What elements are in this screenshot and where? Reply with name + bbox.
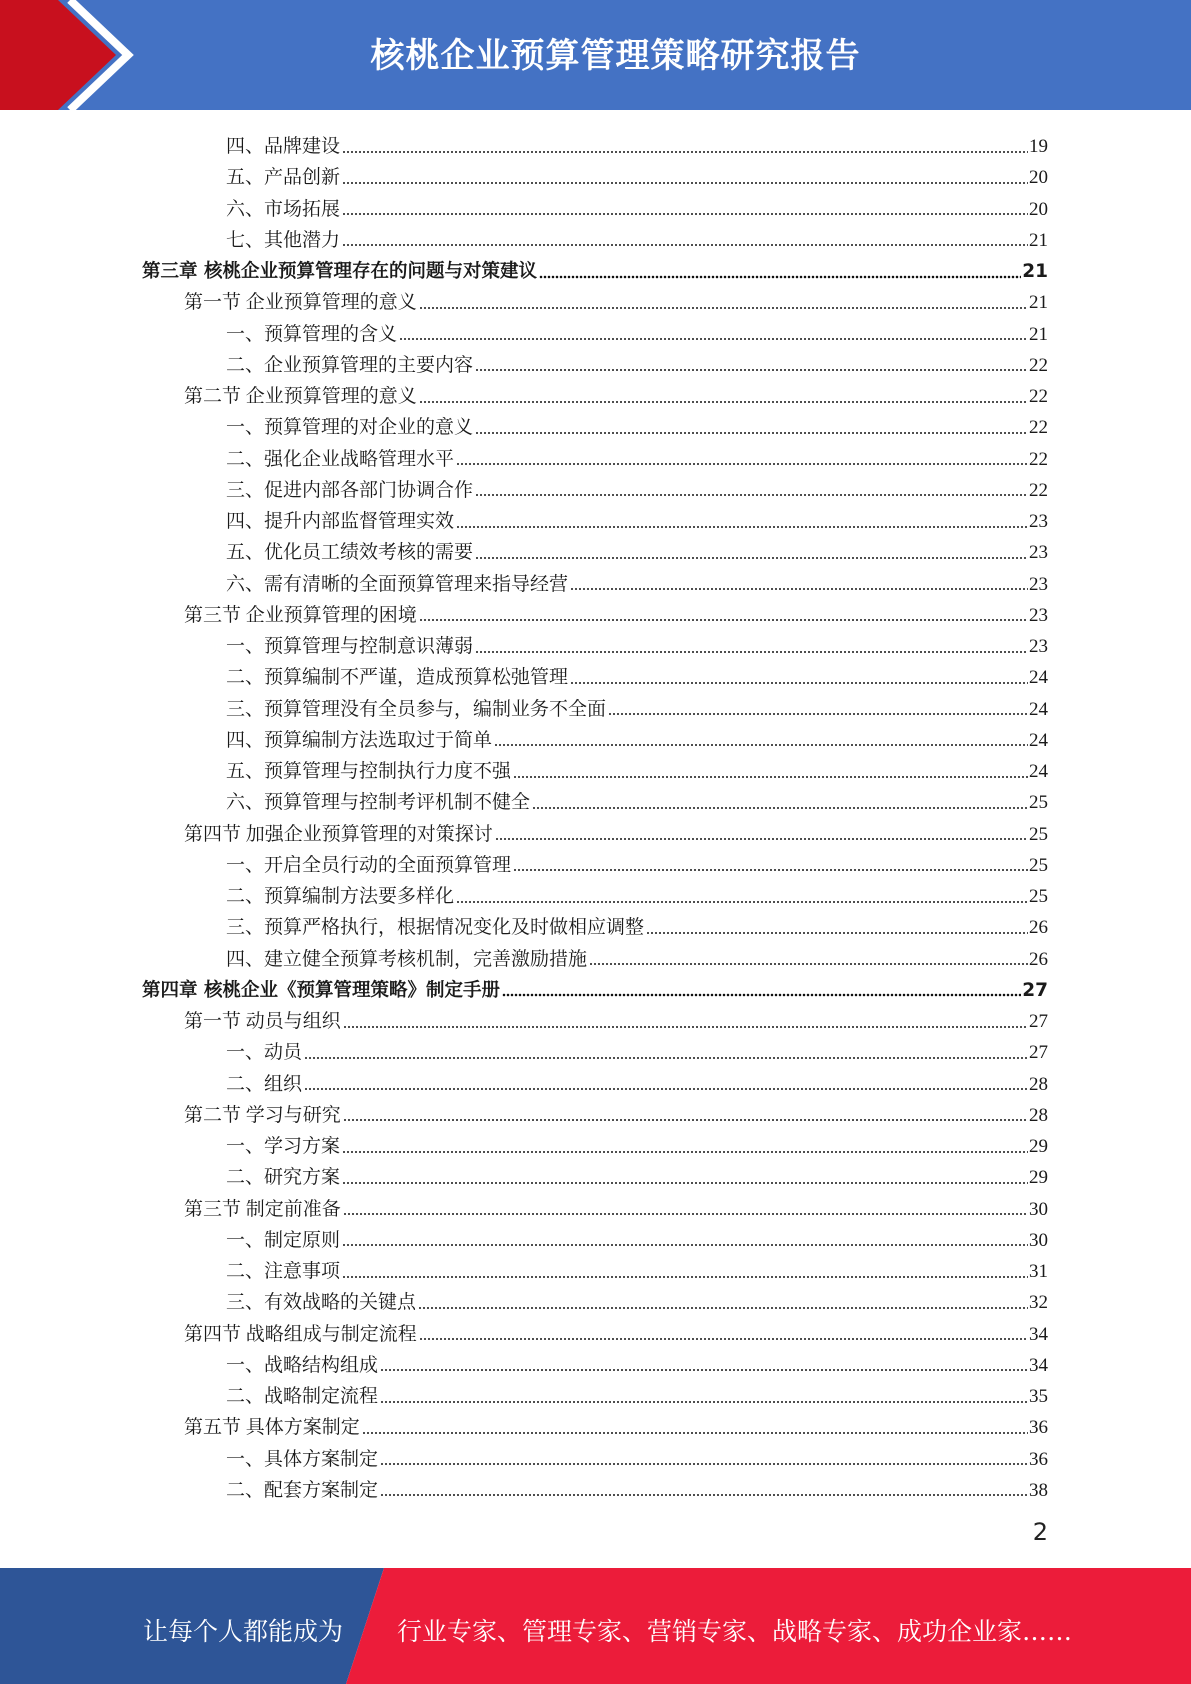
toc-entry-title: 第二节 企业预算管理的意义 — [184, 386, 417, 407]
page-footer — [0, 1568, 1191, 1684]
toc-entry-title: 二、预算编制不严谨，造成预算松弛管理 — [226, 667, 569, 689]
toc-entry-title: 一、动员 — [226, 1042, 303, 1064]
toc-dot-leader — [475, 368, 1028, 373]
toc-entry[interactable] — [226, 347, 1048, 378]
toc-dot-leader — [419, 399, 1028, 404]
toc-entry-page: 38 — [1029, 1479, 1048, 1501]
toc-entry[interactable] — [226, 191, 1048, 222]
toc-entry[interactable] — [226, 1347, 1048, 1378]
toc-entry[interactable] — [226, 441, 1048, 472]
toc-entry[interactable] — [226, 1159, 1048, 1190]
toc-entry-title: 一、制定原则 — [226, 1229, 341, 1251]
toc-entry-page: 19 — [1029, 136, 1048, 157]
toc-entry[interactable] — [142, 972, 1048, 1003]
toc-entry-title: 六、预算管理与控制考评机制不健全 — [226, 792, 531, 814]
toc-entry[interactable] — [184, 1003, 1048, 1034]
toc-entry[interactable] — [184, 597, 1048, 628]
toc-dot-leader — [608, 712, 1028, 717]
toc-entry-page: 34 — [1029, 1354, 1048, 1376]
toc-entry-page: 23 — [1029, 542, 1048, 564]
toc-dot-leader — [399, 337, 1028, 342]
toc-dot-leader — [419, 618, 1028, 623]
toc-entry-title: 三、促进内部各部门协调合作 — [226, 479, 474, 501]
toc-entry[interactable] — [226, 316, 1048, 347]
toc-dot-leader — [475, 555, 1028, 560]
toc-entry[interactable] — [226, 1222, 1048, 1253]
report-title: 核桃企业预算管理策略研究报告 — [370, 36, 861, 76]
toc-entry-page: 35 — [1029, 1386, 1048, 1407]
toc-entry-page: 25 — [1029, 823, 1048, 845]
toc-entry[interactable] — [226, 1128, 1048, 1159]
toc-entry-page: 23 — [1029, 573, 1048, 595]
toc-entry-title: 三、预算管理没有全员参与，编制业务不全面 — [226, 698, 607, 720]
toc-dot-leader — [646, 930, 1028, 935]
toc-entry-title: 一、开启全员行动的全面预算管理 — [226, 854, 512, 876]
toc-entry-page: 24 — [1029, 729, 1048, 751]
toc-entry[interactable] — [226, 409, 1048, 440]
toc-entry-title: 四、建立健全预算考核机制，完善激励措施 — [226, 948, 588, 970]
toc-entry-title: 第一节 动员与组织 — [184, 1011, 341, 1032]
toc-entry-page: 21 — [1029, 292, 1048, 314]
toc-entry-page: 29 — [1029, 1167, 1048, 1189]
toc-entry-page: 36 — [1029, 1448, 1048, 1470]
toc-dot-leader — [343, 1024, 1028, 1029]
toc-entry-page: 22 — [1029, 386, 1048, 407]
toc-entry-page: 22 — [1029, 417, 1048, 439]
toc-entry[interactable] — [226, 503, 1048, 534]
toc-entry-title: 第三章 核桃企业预算管理存在的问题与对策建议 — [142, 261, 537, 282]
toc-entry-page: 36 — [1029, 1417, 1048, 1439]
toc-entry[interactable] — [184, 1097, 1048, 1128]
toc-dot-leader — [532, 805, 1028, 810]
toc-entry-page: 24 — [1029, 761, 1048, 782]
toc-dot-leader — [380, 1368, 1028, 1373]
toc-entry-title: 六、需有清晰的全面预算管理来指导经营 — [226, 573, 569, 595]
toc-entry[interactable] — [226, 941, 1048, 972]
toc-entry-title: 七、其他潜力 — [226, 229, 341, 251]
toc-entry-page: 32 — [1029, 1292, 1048, 1314]
toc-entry-title: 五、产品创新 — [226, 167, 341, 189]
toc-entry-title: 第四节 加强企业预算管理的对策探讨 — [184, 823, 493, 845]
toc-entry[interactable] — [226, 534, 1048, 565]
toc-dot-leader — [362, 1430, 1028, 1435]
toc-entry-title: 二、组织 — [226, 1073, 303, 1095]
footer-slogan-right: 行业专家、管理专家、营销专家、战略专家、成功企业家…… — [397, 1617, 1073, 1646]
toc-entry-page: 25 — [1029, 886, 1048, 907]
toc-entry[interactable] — [226, 1441, 1048, 1472]
toc-entry-title: 第四章 核桃企业《预算管理策略》制定手册 — [142, 979, 500, 1001]
toc-entry[interactable] — [226, 1284, 1048, 1315]
toc-entry-title: 第四节 战略组成与制定流程 — [184, 1323, 417, 1345]
toc-dot-leader — [419, 305, 1028, 310]
toc-entry[interactable] — [226, 691, 1048, 722]
toc-dot-leader — [342, 149, 1028, 154]
toc-entry-title: 第三节 企业预算管理的困境 — [184, 604, 417, 626]
toc-entry[interactable] — [226, 659, 1048, 690]
toc-entry[interactable] — [184, 284, 1048, 315]
page-header — [0, 0, 1191, 110]
toc-entry-title: 一、预算管理与控制意识薄弱 — [226, 636, 474, 657]
toc-dot-leader — [513, 868, 1028, 873]
toc-dot-leader — [342, 243, 1028, 248]
toc-dot-leader — [342, 1180, 1028, 1185]
toc-dot-leader — [342, 180, 1028, 185]
toc-dot-leader — [343, 1118, 1028, 1123]
toc-dot-leader — [304, 1087, 1028, 1092]
toc-entry-title: 五、预算管理与控制执行力度不强 — [226, 761, 512, 782]
toc-entry[interactable] — [226, 628, 1048, 659]
toc-dot-leader — [456, 899, 1028, 904]
toc-dot-leader — [495, 837, 1028, 842]
toc-entry[interactable] — [184, 816, 1048, 847]
toc-dot-leader — [380, 1399, 1028, 1404]
toc-entry-title: 四、预算编制方法选取过于简单 — [226, 729, 493, 751]
toc-dot-leader — [502, 993, 1021, 998]
toc-entry-page: 30 — [1029, 1229, 1048, 1251]
toc-entry[interactable] — [226, 1378, 1048, 1409]
toc-entry-title: 第五节 具体方案制定 — [184, 1417, 360, 1439]
toc-entry[interactable] — [226, 722, 1048, 753]
toc-entry[interactable] — [226, 222, 1048, 253]
toc-entry-page: 20 — [1029, 167, 1048, 189]
toc-dot-leader — [589, 962, 1028, 967]
toc-entry-page: 26 — [1029, 948, 1048, 970]
toc-entry-page: 23 — [1029, 604, 1048, 626]
toc-entry-page: 28 — [1029, 1104, 1048, 1126]
toc-entry[interactable] — [226, 1253, 1048, 1284]
toc-entry-title: 第一节 企业预算管理的意义 — [184, 292, 417, 314]
toc-dot-leader — [475, 493, 1028, 498]
toc-entry[interactable] — [226, 566, 1048, 597]
toc-entry[interactable] — [184, 378, 1048, 409]
toc-entry-page: 22 — [1029, 448, 1048, 470]
toc-entry[interactable] — [226, 753, 1048, 784]
toc-entry-page: 28 — [1029, 1073, 1048, 1095]
toc-entry-page: 25 — [1029, 854, 1048, 876]
toc-dot-leader — [342, 1243, 1028, 1248]
toc-dot-leader — [570, 587, 1028, 592]
toc-dot-leader — [419, 1337, 1028, 1342]
toc-dot-leader — [539, 274, 1021, 279]
toc-entry-page: 27 — [1029, 1011, 1048, 1032]
toc-entry-page: 21 — [1022, 261, 1048, 282]
toc-entry-title: 第三节 制定前准备 — [184, 1198, 341, 1220]
toc-dot-leader — [342, 1274, 1028, 1279]
toc-entry[interactable] — [184, 1191, 1048, 1222]
toc-entry[interactable] — [226, 1066, 1048, 1097]
toc-entry-page: 20 — [1029, 198, 1048, 220]
toc-dot-leader — [304, 1055, 1028, 1060]
toc-entry-page: 22 — [1029, 479, 1048, 501]
toc-entry-page: 31 — [1029, 1261, 1048, 1282]
toc-entry-page: 24 — [1029, 667, 1048, 689]
toc-entry-page: 26 — [1029, 917, 1048, 939]
toc-entry-title: 二、强化企业战略管理水平 — [226, 448, 455, 470]
toc-entry-page: 29 — [1029, 1136, 1048, 1157]
toc-entry-title: 二、预算编制方法要多样化 — [226, 886, 455, 907]
toc-entry-title: 二、配套方案制定 — [226, 1479, 379, 1501]
toc-entry-page: 24 — [1029, 698, 1048, 720]
toc-entry-title: 第二节 学习与研究 — [184, 1104, 341, 1126]
toc-entry-title: 五、优化员工绩效考核的需要 — [226, 542, 474, 564]
toc-entry-title: 四、提升内部监督管理实效 — [226, 511, 455, 532]
toc-entry-title: 二、研究方案 — [226, 1167, 341, 1189]
toc-entry[interactable] — [226, 1472, 1048, 1503]
toc-entry-title: 一、预算管理的对企业的意义 — [226, 417, 474, 439]
toc-entry-page: 21 — [1029, 323, 1048, 345]
toc-dot-leader — [342, 1149, 1028, 1154]
footer-slogan-left: 让每个人都能成为 — [143, 1617, 344, 1646]
toc-dot-leader — [456, 524, 1028, 529]
toc-dot-leader — [380, 1462, 1028, 1467]
toc-entry-title: 三、预算严格执行，根据情况变化及时做相应调整 — [226, 917, 645, 939]
toc-dot-leader — [342, 212, 1028, 217]
toc-entry[interactable] — [226, 128, 1048, 159]
toc-entry[interactable] — [226, 909, 1048, 940]
toc-dot-leader — [475, 430, 1028, 435]
toc-entry-title: 六、市场拓展 — [226, 198, 341, 220]
toc-dot-leader — [418, 1305, 1028, 1310]
toc-dot-leader — [570, 680, 1028, 685]
toc-entry-title: 二、战略制定流程 — [226, 1386, 379, 1407]
toc-entry-page: 27 — [1029, 1042, 1048, 1064]
toc-entry[interactable] — [142, 253, 1048, 284]
toc-entry-title: 二、企业预算管理的主要内容 — [226, 354, 474, 376]
toc-entry-page: 23 — [1029, 511, 1048, 532]
toc-entry-title: 一、战略结构组成 — [226, 1354, 379, 1376]
toc-dot-leader — [513, 774, 1028, 779]
toc-dot-leader — [456, 462, 1028, 467]
toc-entry-page: 22 — [1029, 354, 1048, 376]
toc-entry[interactable] — [226, 784, 1048, 815]
toc-entry-title: 四、品牌建设 — [226, 136, 341, 157]
toc-entry-page: 27 — [1022, 979, 1048, 1001]
toc-entry-title: 一、预算管理的含义 — [226, 323, 398, 345]
toc-entry-title: 三、有效战略的关键点 — [226, 1292, 417, 1314]
toc-entry-title: 一、具体方案制定 — [226, 1448, 379, 1470]
toc-entry[interactable] — [226, 159, 1048, 190]
toc-entry-title: 二、注意事项 — [226, 1261, 341, 1282]
toc-dot-leader — [380, 1493, 1028, 1498]
page-number: 2 — [1032, 1518, 1048, 1546]
toc-entry-page: 30 — [1029, 1198, 1048, 1220]
toc-entry[interactable] — [226, 847, 1048, 878]
toc-dot-leader — [494, 743, 1028, 748]
toc-entry[interactable] — [226, 1034, 1048, 1065]
toc-entry-title: 一、学习方案 — [226, 1136, 341, 1157]
toc-entry-page: 34 — [1029, 1323, 1048, 1345]
toc-entry[interactable] — [184, 1316, 1048, 1347]
toc-entry[interactable] — [226, 878, 1048, 909]
toc-dot-leader — [343, 1212, 1028, 1217]
toc-dot-leader — [475, 649, 1028, 654]
toc-entry[interactable] — [184, 1409, 1048, 1440]
toc-entry[interactable] — [226, 472, 1048, 503]
toc-entry-page: 25 — [1029, 792, 1048, 814]
toc-entry-page: 21 — [1029, 229, 1048, 251]
toc-entry-page: 23 — [1029, 636, 1048, 657]
